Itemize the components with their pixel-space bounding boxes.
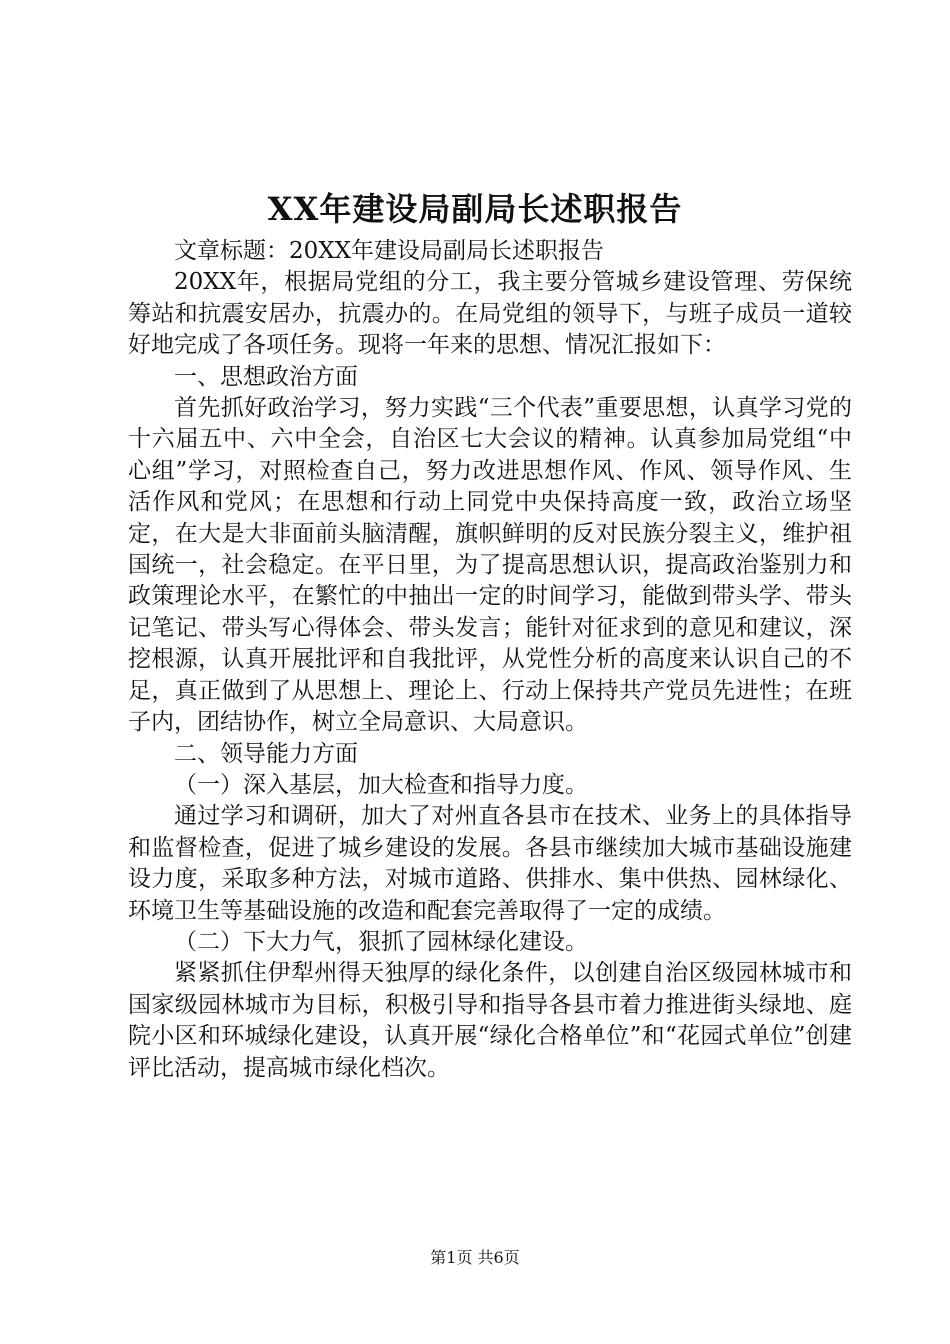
paragraph-greening: 紧紧抓住伊犁州得天独厚的绿化条件，以创建自治区级园林城市和国家级园林城市为目标，积极引导和指导各县市着力推进街头绿地、庭院小区和环城绿化建设，认真开展“绿化合格单位”和“花园式单位”创建评比活动，提高城市绿化档次。 (128, 960, 852, 1081)
paragraph-article-title: 文章标题：20XX年建设局副局长述职报告 (174, 238, 605, 264)
section-heading-leadership: 二、领导能力方面 (174, 740, 358, 767)
subsection-heading-greening: （二）下大力气，狠抓了园林绿化建设。 (174, 928, 588, 955)
document-title: XX年建设局副局长述职报告 (267, 190, 683, 228)
section-heading-political: 一、思想政治方面 (174, 363, 358, 390)
paragraph-grassroots: 通过学习和调研，加大了对州直各县市在技术、业务上的具体指导和监督检查，促进了城乡建设的发展。各县市继续加大城市基础设施建设力度，采取多种方法，对城市道路、供排水、集中供热、园林绿化、环境卫生等基础设施的改造和配套完善取得了一定的成绩。 (128, 803, 852, 924)
page-footer: 第1页 共6页 (430, 1248, 520, 1267)
paragraph-intro: 20XX年，根据局党组的分工，我主要分管城乡建设管理、劳保统筹站和抗震安居办，抗震办的。在局党组的领导下，与班子成员一道较好地完成了各项任务。现将一年来的思想、情况汇报如下： (128, 269, 852, 359)
document-body (128, 236, 852, 1084)
paragraph-political: 首先抓好政治学习，努力实践“三个代表”重要思想，认真学习党的十六届五中、六中全会，自治区七大会议的精神。认真参加局党组“中心组”学习，对照检查自己，努力改进思想作风、作风、领导作风、生活作风和党风；在思想和行动上同党中央保持高度一致，政治立场坚定，在大是大非面前头脑清醒，旗帜鲜明的反对民族分裂主义，维护祖国统一，社会稳定。在平日里，为了提高思想认识，提高政治鉴别力和政策理论水平，在繁忙的中抽出一定的时间学习，能做到带头学、带头记笔记、带头写心得体会、带头发言；能针对征求到的意见和建议，深挖根源，认真开展批评和自我批评，从党性分析的高度来认识自己的不足，真正做到了从思想上、理论上、行动上保持共产党员先进性；在班子内，团结协作，树立全局意识、大局意识。 (128, 395, 852, 736)
subsection-heading-grassroots: （一）深入基层，加大检查和指导力度。 (174, 771, 588, 798)
